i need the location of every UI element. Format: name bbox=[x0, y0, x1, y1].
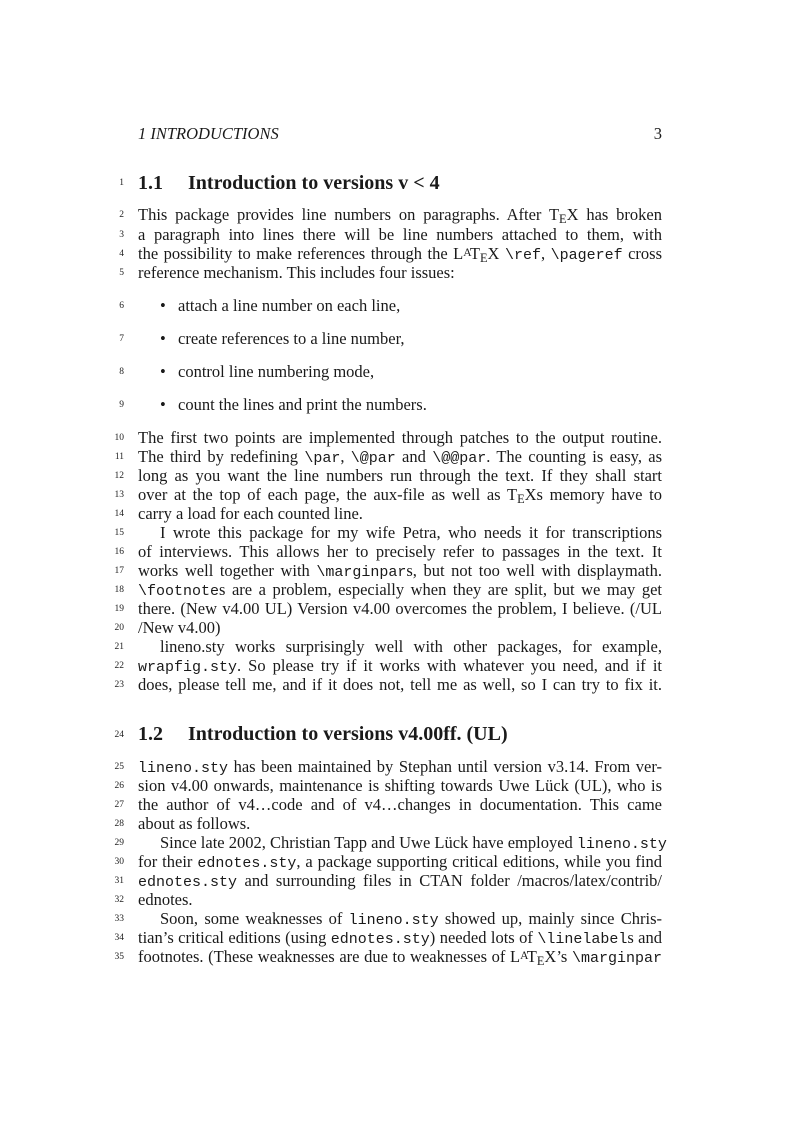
text-line: works well together with \marginpars, but not too well with displaymath. bbox=[138, 561, 662, 581]
line-number: 2 bbox=[119, 210, 124, 220]
line-number: 27 bbox=[114, 800, 124, 810]
text-line: the author of v4…code and of v4…changes in documentation. This came bbox=[138, 795, 662, 814]
text-line: The first two points are implemented through patches to the output routine. bbox=[138, 428, 662, 447]
text-line: This package provides line numbers on paragraphs. After TEX has broken bbox=[138, 205, 662, 226]
text-line: wrapfig.sty. So please try if it works with whatever you need, and if it bbox=[138, 656, 662, 676]
line-number: 4 bbox=[119, 249, 124, 259]
text-line: for their ednotes.sty, a package supporting critical editions, while you find bbox=[138, 852, 662, 872]
text-line: there. (New v4.00 UL) Version v4.00 overcomes the problem, I believe. (/UL bbox=[138, 599, 662, 618]
section-title: Introduction to versions v4.00ff. (UL) bbox=[188, 723, 508, 745]
text-line: Since late 2002, Christian Tapp and Uwe Lück have employed lineno.sty bbox=[160, 833, 667, 853]
running-header bbox=[138, 124, 662, 146]
line-number: 20 bbox=[114, 623, 124, 633]
line-number: 24 bbox=[114, 730, 124, 740]
line-number: 10 bbox=[114, 433, 124, 443]
text-line: Soon, some weaknesses of lineno.sty showed up, mainly since Chris- bbox=[160, 909, 662, 929]
line-number: 1 bbox=[119, 178, 124, 188]
line-number: 8 bbox=[119, 367, 124, 377]
section-number: 1.2 bbox=[138, 723, 163, 745]
text-line: ednotes. bbox=[138, 890, 193, 909]
line-number: 23 bbox=[114, 680, 124, 690]
line-number: 12 bbox=[114, 471, 124, 481]
list-item: • create references to a line number, bbox=[160, 329, 405, 348]
line-number: 29 bbox=[114, 838, 124, 848]
line-number: 14 bbox=[114, 509, 124, 519]
line-number: 31 bbox=[114, 876, 124, 886]
text-line: \footnotes are a problem, especially when they are split, but we may get bbox=[138, 580, 662, 600]
tex-logo: TEX bbox=[548, 205, 579, 226]
text-line: tian’s critical editions (using ednotes.sty) needed lots of \linelabels and bbox=[138, 928, 662, 948]
latex-logo: LATEX bbox=[510, 947, 557, 968]
line-number: 26 bbox=[114, 781, 124, 791]
line-number: 34 bbox=[114, 933, 124, 943]
text-line: sion v4.00 onwards, maintenance is shifting towards Uwe Lück (UL), who is bbox=[138, 776, 662, 795]
text-line: reference mechanism. This includes four issues: bbox=[138, 263, 455, 282]
bullet-icon: • bbox=[160, 329, 166, 348]
text-line: I wrote this package for my wife Petra, who needs it for transcriptions bbox=[160, 523, 662, 542]
section-title: Introduction to versions v < 4 bbox=[188, 172, 440, 194]
line-number: 3 bbox=[119, 230, 124, 240]
line-number: 7 bbox=[119, 334, 124, 344]
line-number: 11 bbox=[114, 452, 124, 462]
line-number: 19 bbox=[114, 604, 124, 614]
code-pageref: \pageref bbox=[550, 247, 623, 264]
line-number: 35 bbox=[114, 952, 124, 962]
bullet-icon: • bbox=[160, 296, 166, 315]
line-number: 33 bbox=[114, 914, 124, 924]
text-line: The third by redefining \par, \@par and \@@par. The counting is easy, as bbox=[138, 447, 663, 467]
tex-logo: TEX bbox=[506, 485, 537, 506]
text-line: /New v4.00) bbox=[138, 618, 221, 637]
line-number: 32 bbox=[114, 895, 124, 905]
text-line: ednotes.sty and surrounding files in CTAN folder /macros/latex/contrib/ bbox=[138, 871, 662, 891]
list-item: • control line numbering mode, bbox=[160, 362, 375, 381]
text-line: lineno.sty works surprisingly well with other packages, for example, bbox=[160, 637, 662, 656]
latex-logo: LATEX bbox=[453, 244, 500, 265]
text-line: over at the top of each page, the aux-file as well as TEXs memory have to bbox=[138, 485, 662, 506]
line-number: 5 bbox=[119, 268, 124, 278]
text-line: of interviews. This allows her to precisely refer to passages in the text. It bbox=[138, 542, 662, 561]
line-number: 18 bbox=[114, 585, 124, 595]
text-line: carry a load for each counted line. bbox=[138, 504, 363, 523]
text-line: lineno.sty has been maintained by Stephan until version v3.14. From ver- bbox=[138, 757, 662, 777]
line-number: 28 bbox=[114, 819, 124, 829]
page-number: 3 bbox=[653, 124, 662, 143]
bullet-icon: • bbox=[160, 395, 166, 414]
line-number: 15 bbox=[114, 528, 124, 538]
line-number: 22 bbox=[114, 661, 124, 671]
bullet-icon: • bbox=[160, 362, 166, 381]
section-number: 1.1 bbox=[138, 172, 163, 194]
line-number: 6 bbox=[119, 301, 124, 311]
text-line: the possibility to make references through the LATEX \ref, \pageref cross bbox=[138, 244, 663, 265]
line-number: 13 bbox=[114, 490, 124, 500]
text-line: about as follows. bbox=[138, 814, 251, 833]
text-line: footnotes. (These weaknesses are due to weaknesses of LATEX’s \marginpar bbox=[138, 947, 662, 968]
header-section-title: 1 INTRODUCTIONS bbox=[138, 124, 279, 143]
line-number: 30 bbox=[114, 857, 124, 867]
text-line: long as you want the line numbers run through the text. If they shall start bbox=[138, 466, 662, 485]
line-number: 9 bbox=[119, 400, 124, 410]
section-heading-1-1 bbox=[138, 170, 662, 196]
list-item: • attach a line number on each line, bbox=[160, 296, 401, 315]
line-number: 17 bbox=[114, 566, 124, 576]
code-ref: \ref bbox=[504, 247, 541, 264]
line-number: 16 bbox=[114, 547, 124, 557]
line-number: 25 bbox=[114, 762, 124, 772]
text-line: a paragraph into lines there will be line numbers attached to them, with bbox=[138, 225, 662, 244]
text-line: does, please tell me, and if it does not, tell me as well, so I can try to fix it. bbox=[138, 675, 662, 694]
line-number: 21 bbox=[114, 642, 124, 652]
list-item: • count the lines and print the numbers. bbox=[160, 395, 427, 414]
section-heading-1-2 bbox=[138, 721, 662, 747]
